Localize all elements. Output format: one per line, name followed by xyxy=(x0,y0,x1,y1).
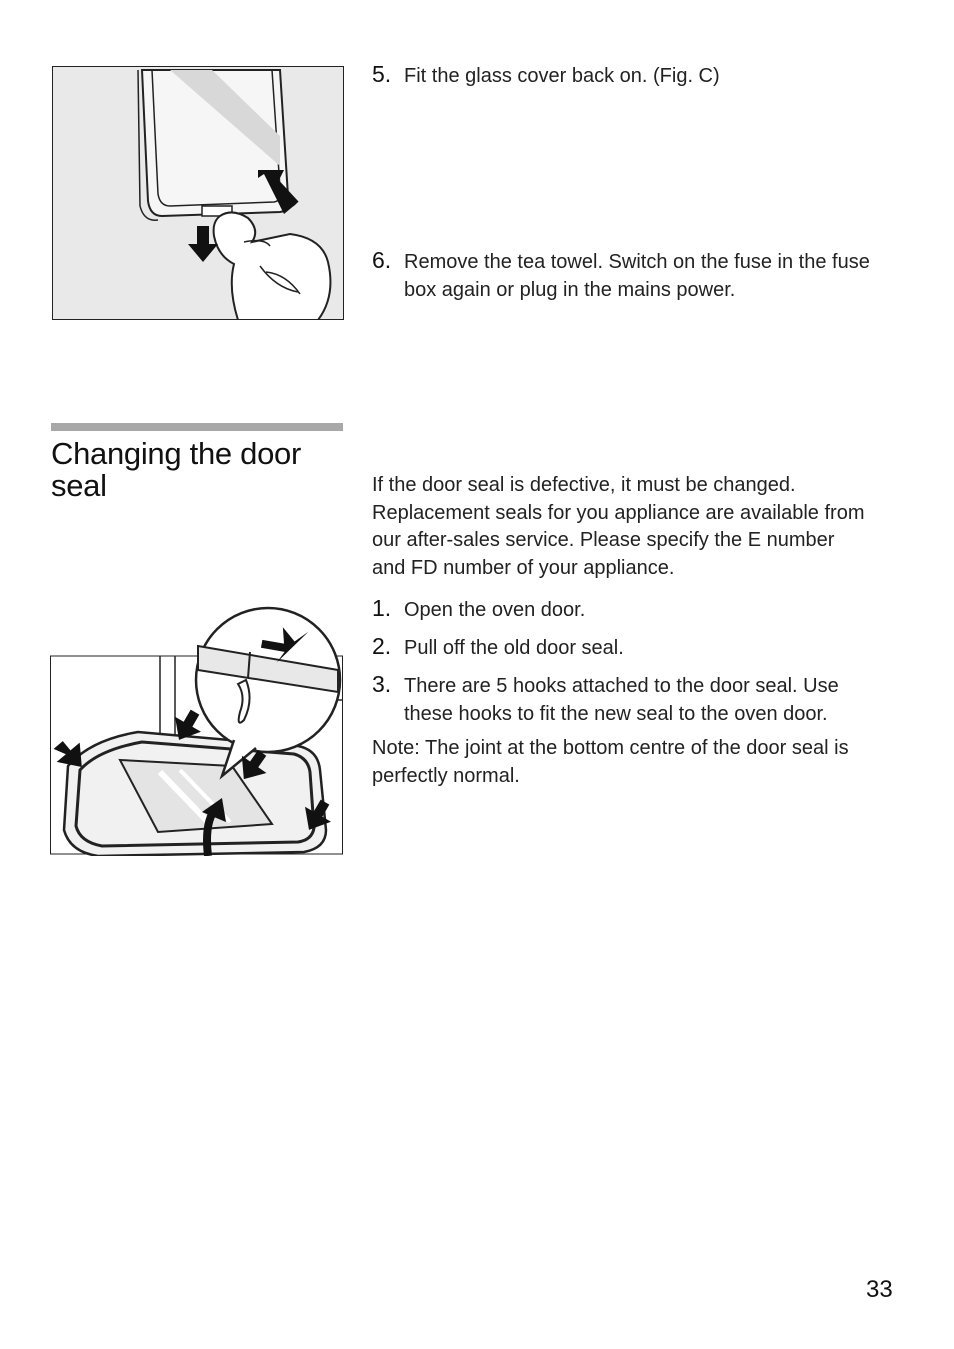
intro-paragraph: If the door seal is defective, it must be changed. Replacement seals for you appliance are available from our after-sales service. Please specify the E number and FD number of your appliance. xyxy=(372,474,865,579)
note-paragraph: Note: The joint at the bottom centre of the door seal is perfectly normal. xyxy=(372,737,849,787)
step-6 xyxy=(372,248,884,304)
step-2 xyxy=(372,634,624,662)
step-number: 5. xyxy=(372,61,392,87)
step-text: Remove the tea towel. Switch on the fuse in the fuse box again or plug in the mains power. xyxy=(404,251,870,301)
glass-cover-illustration xyxy=(52,66,344,320)
step-number: 6. xyxy=(372,247,392,273)
step-text: Pull off the old door seal. xyxy=(404,637,624,659)
step-text: Fit the glass cover back on. (Fig. C) xyxy=(404,65,720,87)
step-text: Open the oven door. xyxy=(404,599,586,621)
step-3 xyxy=(372,672,892,728)
section-divider xyxy=(51,423,343,431)
step-1 xyxy=(372,596,585,624)
section-heading: Changing the door seal xyxy=(51,436,301,503)
step-5 xyxy=(372,62,720,90)
step-text: There are 5 hooks attached to the door seal. Use these hooks to fit the new seal to the oven door. xyxy=(404,675,839,725)
door-seal-illustration xyxy=(50,600,344,856)
step-number: 1. xyxy=(372,595,392,621)
page-number: 33 xyxy=(866,1276,893,1303)
step-number: 3. xyxy=(372,671,392,697)
step-number: 2. xyxy=(372,633,392,659)
